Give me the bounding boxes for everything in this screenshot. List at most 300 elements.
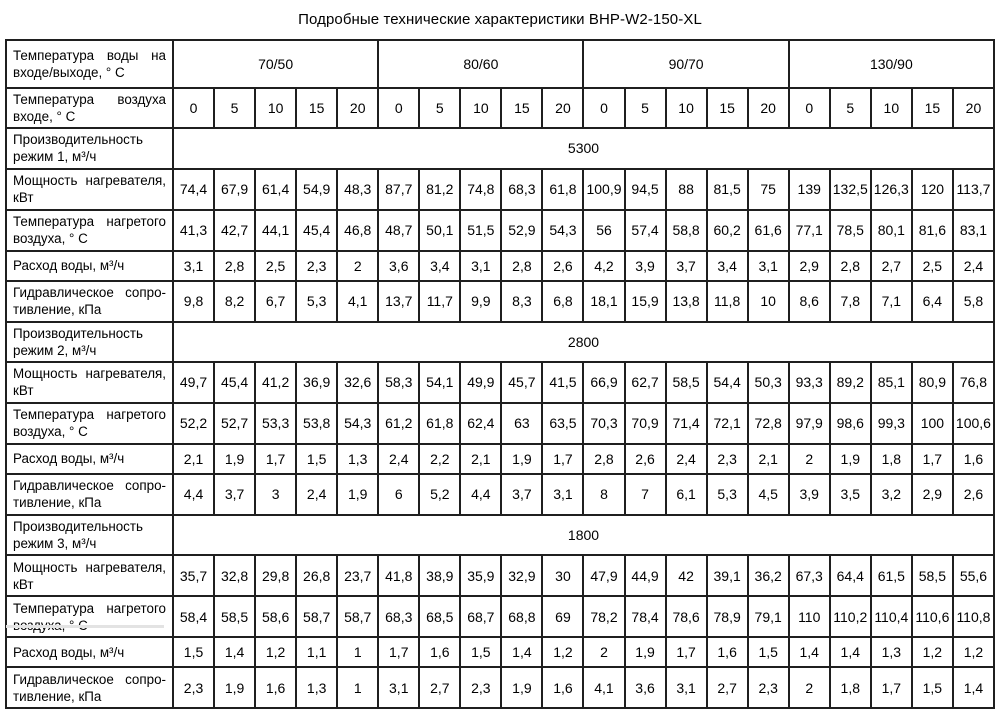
value-cell: 1	[337, 667, 378, 708]
power-row-label: Мощность нагревателя, кВт	[6, 362, 173, 403]
air-temp-header-cell: 5	[830, 88, 871, 128]
value-cell: 1,6	[255, 667, 296, 708]
page-title: Подробные технические характеристики BHP-W2-150-XL	[298, 11, 702, 28]
air-temp-header-cell: 5	[419, 88, 460, 128]
value-cell: 70,9	[625, 403, 666, 444]
value-cell: 4,1	[337, 281, 378, 322]
value-cell: 41,8	[378, 555, 419, 596]
hydraulic-resistance-row-label: Гидравлическое сопро-тивление, кПа	[6, 667, 173, 708]
value-cell: 1,9	[214, 667, 255, 708]
air-temp-header-cell: 0	[378, 88, 419, 128]
air-temp-header-cell: 10	[871, 88, 912, 128]
value-cell: 53,8	[296, 403, 337, 444]
capacity-row-label: Производительность режим 1, м³/ч	[6, 128, 173, 168]
value-cell: 6	[378, 474, 419, 515]
value-cell: 54,3	[542, 210, 583, 251]
value-cell: 44,9	[625, 555, 666, 596]
value-cell: 2,9	[789, 251, 830, 281]
value-cell: 2	[789, 667, 830, 708]
air-temp-header-cell: 15	[912, 88, 953, 128]
value-cell: 2,3	[460, 667, 501, 708]
value-cell: 7	[625, 474, 666, 515]
value-cell: 54,4	[707, 362, 748, 403]
value-cell: 1,5	[748, 637, 789, 667]
water-temp-header-cell: 80/60	[378, 40, 583, 88]
value-cell: 54,9	[296, 169, 337, 210]
value-cell: 18,1	[583, 281, 624, 322]
specs-table	[5, 39, 995, 709]
value-cell: 3,1	[666, 667, 707, 708]
value-cell: 74,8	[460, 169, 501, 210]
value-cell: 2,6	[542, 251, 583, 281]
value-cell: 3,1	[173, 251, 214, 281]
value-cell: 3,9	[789, 474, 830, 515]
power-row	[6, 555, 994, 596]
value-cell: 7,1	[871, 281, 912, 322]
value-cell: 1,2	[255, 637, 296, 667]
hydraulic-resistance-row	[6, 281, 994, 322]
value-cell: 68,5	[419, 596, 460, 637]
value-cell: 1,3	[871, 637, 912, 667]
value-cell: 98,6	[830, 403, 871, 444]
value-cell: 2	[789, 444, 830, 474]
value-cell: 1,3	[337, 444, 378, 474]
value-cell: 78,6	[666, 596, 707, 637]
value-cell: 23,7	[337, 555, 378, 596]
value-cell: 1,5	[912, 667, 953, 708]
value-cell: 2,1	[173, 444, 214, 474]
capacity-value: 5300	[173, 128, 994, 168]
value-cell: 48,7	[378, 210, 419, 251]
value-cell: 110,4	[871, 596, 912, 637]
value-cell: 50,1	[419, 210, 460, 251]
value-cell: 94,5	[625, 169, 666, 210]
value-cell: 2,5	[912, 251, 953, 281]
value-cell: 58,7	[296, 596, 337, 637]
air-temp-header-cell: 0	[173, 88, 214, 128]
value-cell: 30	[542, 555, 583, 596]
value-cell: 48,3	[337, 169, 378, 210]
value-cell: 32,6	[337, 362, 378, 403]
water-temp-header-cell: 70/50	[173, 40, 378, 88]
value-cell: 67,3	[789, 555, 830, 596]
value-cell: 6,4	[912, 281, 953, 322]
value-cell: 5,3	[707, 474, 748, 515]
value-cell: 11,7	[419, 281, 460, 322]
value-cell: 71,4	[666, 403, 707, 444]
capacity-row	[6, 322, 994, 362]
value-cell: 68,3	[501, 169, 542, 210]
value-cell: 39,1	[707, 555, 748, 596]
value-cell: 2,7	[707, 667, 748, 708]
hydraulic-resistance-row	[6, 667, 994, 708]
value-cell: 2,8	[583, 444, 624, 474]
power-row	[6, 362, 994, 403]
value-cell: 29,8	[255, 555, 296, 596]
value-cell: 35,7	[173, 555, 214, 596]
value-cell: 13,7	[378, 281, 419, 322]
value-cell: 6,1	[666, 474, 707, 515]
capacity-row-label: Производительность режим 2, м³/ч	[6, 322, 173, 362]
air-out-temp-row	[6, 210, 994, 251]
value-cell: 78,9	[707, 596, 748, 637]
value-cell: 3,6	[378, 251, 419, 281]
capacity-value: 1800	[173, 515, 994, 555]
value-cell: 45,4	[214, 362, 255, 403]
value-cell: 8,2	[214, 281, 255, 322]
value-cell: 32,9	[501, 555, 542, 596]
value-cell: 51,5	[460, 210, 501, 251]
value-cell: 63,5	[542, 403, 583, 444]
value-cell: 1,4	[214, 637, 255, 667]
value-cell: 55,6	[953, 555, 994, 596]
air-temp-header-cell: 20	[748, 88, 789, 128]
value-cell: 1,7	[912, 444, 953, 474]
value-cell: 52,7	[214, 403, 255, 444]
water-flow-row	[6, 444, 994, 474]
value-cell: 8,6	[789, 281, 830, 322]
air-temp-header-cell: 20	[542, 88, 583, 128]
value-cell: 100,6	[953, 403, 994, 444]
value-cell: 1,9	[214, 444, 255, 474]
value-cell: 2,7	[419, 667, 460, 708]
value-cell: 3,6	[625, 667, 666, 708]
value-cell: 81,5	[707, 169, 748, 210]
value-cell: 1,6	[419, 637, 460, 667]
value-cell: 1,7	[378, 637, 419, 667]
water-temp-header-cell: 90/70	[583, 40, 788, 88]
value-cell: 1,5	[173, 637, 214, 667]
value-cell: 1,2	[912, 637, 953, 667]
value-cell: 6,7	[255, 281, 296, 322]
value-cell: 1,2	[542, 637, 583, 667]
value-cell: 7,8	[830, 281, 871, 322]
value-cell: 2	[583, 637, 624, 667]
cropped-next-table-edge	[6, 625, 164, 628]
value-cell: 1,6	[707, 637, 748, 667]
value-cell: 58,5	[912, 555, 953, 596]
power-row-label: Мощность нагревателя, кВт	[6, 169, 173, 210]
value-cell: 66,9	[583, 362, 624, 403]
value-cell: 2,7	[871, 251, 912, 281]
value-cell: 44,1	[255, 210, 296, 251]
power-row-label: Мощность нагревателя, кВт	[6, 555, 173, 596]
value-cell: 4,2	[583, 251, 624, 281]
value-cell: 3,1	[748, 251, 789, 281]
air-temp-header-cell: 10	[255, 88, 296, 128]
value-cell: 57,4	[625, 210, 666, 251]
value-cell: 3,4	[419, 251, 460, 281]
value-cell: 61,2	[378, 403, 419, 444]
value-cell: 88	[666, 169, 707, 210]
air-temp-header-cell: 5	[214, 88, 255, 128]
value-cell: 2,8	[214, 251, 255, 281]
value-cell: 1,3	[296, 667, 337, 708]
value-cell: 42	[666, 555, 707, 596]
value-cell: 8,3	[501, 281, 542, 322]
value-cell: 2,8	[830, 251, 871, 281]
value-cell: 9,8	[173, 281, 214, 322]
value-cell: 50,3	[748, 362, 789, 403]
value-cell: 10	[748, 281, 789, 322]
value-cell: 2,6	[953, 474, 994, 515]
value-cell: 2,3	[296, 251, 337, 281]
hydraulic-resistance-row-label: Гидравлическое сопро-тивление, кПа	[6, 281, 173, 322]
value-cell: 54,3	[337, 403, 378, 444]
value-cell: 5,2	[419, 474, 460, 515]
value-cell: 1,7	[666, 637, 707, 667]
value-cell: 110,6	[912, 596, 953, 637]
water-flow-row	[6, 251, 994, 281]
air-out-temp-row-label: Температура нагретого воздуха, ° С	[6, 403, 173, 444]
value-cell: 2	[337, 251, 378, 281]
value-cell: 1,4	[953, 667, 994, 708]
value-cell: 45,7	[501, 362, 542, 403]
value-cell: 61,4	[255, 169, 296, 210]
value-cell: 1,6	[953, 444, 994, 474]
value-cell: 139	[789, 169, 830, 210]
value-cell: 1,9	[625, 637, 666, 667]
water-flow-row-label: Расход воды, м³/ч	[6, 637, 173, 667]
value-cell: 41,3	[173, 210, 214, 251]
water-flow-row-label: Расход воды, м³/ч	[6, 251, 173, 281]
value-cell: 54,1	[419, 362, 460, 403]
value-cell: 53,3	[255, 403, 296, 444]
value-cell: 3	[255, 474, 296, 515]
capacity-row	[6, 128, 994, 168]
value-cell: 61,6	[748, 210, 789, 251]
value-cell: 1,9	[501, 444, 542, 474]
value-cell: 72,8	[748, 403, 789, 444]
value-cell: 1,4	[830, 637, 871, 667]
value-cell: 2,3	[173, 667, 214, 708]
value-cell: 62,7	[625, 362, 666, 403]
value-cell: 58,6	[255, 596, 296, 637]
value-cell: 3,4	[707, 251, 748, 281]
value-cell: 6,8	[542, 281, 583, 322]
value-cell: 89,2	[830, 362, 871, 403]
value-cell: 13,8	[666, 281, 707, 322]
value-cell: 52,2	[173, 403, 214, 444]
value-cell: 63	[501, 403, 542, 444]
value-cell: 3,2	[871, 474, 912, 515]
value-cell: 67,9	[214, 169, 255, 210]
capacity-row	[6, 515, 994, 555]
value-cell: 100,9	[583, 169, 624, 210]
value-cell: 85,1	[871, 362, 912, 403]
value-cell: 3,7	[214, 474, 255, 515]
value-cell: 47,9	[583, 555, 624, 596]
value-cell: 120	[912, 169, 953, 210]
value-cell: 72,1	[707, 403, 748, 444]
value-cell: 3,1	[378, 667, 419, 708]
value-cell: 1,1	[296, 637, 337, 667]
air-out-temp-row	[6, 403, 994, 444]
value-cell: 1,9	[830, 444, 871, 474]
water-flow-row-label: Расход воды, м³/ч	[6, 444, 173, 474]
value-cell: 1,4	[501, 637, 542, 667]
value-cell: 78,4	[625, 596, 666, 637]
value-cell: 15,9	[625, 281, 666, 322]
value-cell: 97,9	[789, 403, 830, 444]
value-cell: 68,8	[501, 596, 542, 637]
value-cell: 3,7	[666, 251, 707, 281]
value-cell: 38,9	[419, 555, 460, 596]
value-cell: 1,9	[501, 667, 542, 708]
power-row	[6, 169, 994, 210]
hydraulic-resistance-row	[6, 474, 994, 515]
water-flow-row	[6, 637, 994, 667]
value-cell: 68,7	[460, 596, 501, 637]
air-temp-header-cell: 20	[953, 88, 994, 128]
value-cell: 1,8	[830, 667, 871, 708]
value-cell: 36,2	[748, 555, 789, 596]
value-cell: 2,1	[748, 444, 789, 474]
air-temp-row-label: Температура воздуха входе, ° С	[6, 88, 173, 128]
value-cell: 58,3	[378, 362, 419, 403]
value-cell: 35,9	[460, 555, 501, 596]
value-cell: 99,3	[871, 403, 912, 444]
value-cell: 79,1	[748, 596, 789, 637]
value-cell: 1,2	[953, 637, 994, 667]
value-cell: 1,7	[542, 444, 583, 474]
value-cell: 113,7	[953, 169, 994, 210]
value-cell: 75	[748, 169, 789, 210]
value-cell: 49,7	[173, 362, 214, 403]
value-cell: 41,2	[255, 362, 296, 403]
air-temp-header-cell: 5	[625, 88, 666, 128]
value-cell: 5,3	[296, 281, 337, 322]
value-cell: 1,9	[337, 474, 378, 515]
header-row-water-temp	[6, 40, 994, 88]
value-cell: 5,8	[953, 281, 994, 322]
value-cell: 70,3	[583, 403, 624, 444]
value-cell: 3,1	[542, 474, 583, 515]
air-temp-header-cell: 0	[789, 88, 830, 128]
value-cell: 100	[912, 403, 953, 444]
value-cell: 41,5	[542, 362, 583, 403]
value-cell: 58,8	[666, 210, 707, 251]
value-cell: 2,2	[419, 444, 460, 474]
value-cell: 1,4	[789, 637, 830, 667]
value-cell: 4,1	[583, 667, 624, 708]
value-cell: 1,7	[255, 444, 296, 474]
value-cell: 61,8	[542, 169, 583, 210]
value-cell: 77,1	[789, 210, 830, 251]
value-cell: 45,4	[296, 210, 337, 251]
value-cell: 74,4	[173, 169, 214, 210]
air-temp-header-cell: 15	[707, 88, 748, 128]
value-cell: 4,4	[460, 474, 501, 515]
value-cell: 1,7	[871, 667, 912, 708]
value-cell: 11,8	[707, 281, 748, 322]
value-cell: 9,9	[460, 281, 501, 322]
value-cell: 61,8	[419, 403, 460, 444]
value-cell: 2,3	[707, 444, 748, 474]
value-cell: 110,2	[830, 596, 871, 637]
header-row-air-temp	[6, 88, 994, 128]
air-out-temp-row-label: Температура нагретого	[6, 596, 173, 637]
air-temp-header-cell: 15	[501, 88, 542, 128]
value-cell: 3,5	[830, 474, 871, 515]
value-cell: 132,5	[830, 169, 871, 210]
air-temp-header-cell: 10	[460, 88, 501, 128]
value-cell: 78,5	[830, 210, 871, 251]
value-cell: 58,7	[337, 596, 378, 637]
value-cell: 2,5	[255, 251, 296, 281]
value-cell: 87,7	[378, 169, 419, 210]
value-cell: 1,8	[871, 444, 912, 474]
value-cell: 3,1	[460, 251, 501, 281]
hydraulic-resistance-row-label: Гидравлическое сопро-тивление, кПа	[6, 474, 173, 515]
value-cell: 1,5	[460, 637, 501, 667]
value-cell: 36,9	[296, 362, 337, 403]
value-cell: 78,2	[583, 596, 624, 637]
value-cell: 76,8	[953, 362, 994, 403]
air-temp-header-cell: 15	[296, 88, 337, 128]
value-cell: 4,4	[173, 474, 214, 515]
value-cell: 69	[542, 596, 583, 637]
value-cell: 2,1	[460, 444, 501, 474]
value-cell: 2,4	[666, 444, 707, 474]
value-cell: 58,5	[214, 596, 255, 637]
air-out-temp-row-label: Температура нагретого воздуха, ° С	[6, 210, 173, 251]
value-cell: 93,3	[789, 362, 830, 403]
water-temp-row-label: Температура воды на входе/выходе, ° С	[6, 40, 173, 88]
value-cell: 2,4	[296, 474, 337, 515]
value-cell: 2,4	[378, 444, 419, 474]
value-cell: 64,4	[830, 555, 871, 596]
value-cell: 1,5	[296, 444, 337, 474]
value-cell: 2,8	[501, 251, 542, 281]
value-cell: 49,9	[460, 362, 501, 403]
air-out-temp-row	[6, 596, 994, 637]
value-cell: 56	[583, 210, 624, 251]
value-cell: 3,9	[625, 251, 666, 281]
value-cell: 46,8	[337, 210, 378, 251]
value-cell: 81,2	[419, 169, 460, 210]
value-cell: 8	[583, 474, 624, 515]
value-cell: 81,6	[912, 210, 953, 251]
value-cell: 4,5	[748, 474, 789, 515]
air-temp-header-cell: 10	[666, 88, 707, 128]
water-temp-header-cell: 130/90	[789, 40, 994, 88]
value-cell: 61,5	[871, 555, 912, 596]
air-temp-header-cell: 0	[583, 88, 624, 128]
value-cell: 26,8	[296, 555, 337, 596]
value-cell: 62,4	[460, 403, 501, 444]
value-cell: 80,1	[871, 210, 912, 251]
value-cell: 2,3	[748, 667, 789, 708]
value-cell: 126,3	[871, 169, 912, 210]
value-cell: 60,2	[707, 210, 748, 251]
value-cell: 32,8	[214, 555, 255, 596]
value-cell: 2,4	[953, 251, 994, 281]
value-cell: 52,9	[501, 210, 542, 251]
value-cell: 80,9	[912, 362, 953, 403]
value-cell: 2,6	[625, 444, 666, 474]
value-cell: 83,1	[953, 210, 994, 251]
value-cell: 110,8	[953, 596, 994, 637]
value-cell: 58,5	[666, 362, 707, 403]
value-cell: 1,6	[542, 667, 583, 708]
value-cell: 1	[337, 637, 378, 667]
capacity-value: 2800	[173, 322, 994, 362]
capacity-row-label: Производительность режим 3, м³/ч	[6, 515, 173, 555]
value-cell: 68,3	[378, 596, 419, 637]
value-cell: 58,4	[173, 596, 214, 637]
value-cell: 110	[789, 596, 830, 637]
